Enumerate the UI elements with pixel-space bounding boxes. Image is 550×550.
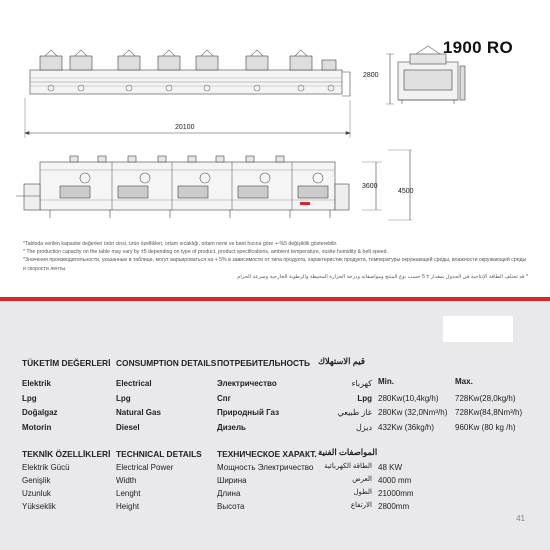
capacity-notes	[23, 240, 528, 281]
technical-row-en: Lenght	[116, 489, 141, 498]
consumption-header-en: CONSUMPTION DETAILS	[116, 358, 217, 368]
consumption-row-tr: Lpg	[22, 394, 37, 403]
technical-header-ar: المواصفات الفنية	[318, 447, 378, 457]
min-label: Min.	[378, 377, 394, 386]
consumption-row-tr: Motorin	[22, 423, 52, 432]
consumption-row-ar: ديزل	[355, 423, 372, 432]
consumption-row-en: Natural Gas	[116, 408, 161, 417]
technical-row-tr: Yükseklik	[22, 502, 56, 511]
technical-row-ru: Мощность Электричество	[217, 463, 314, 472]
technical-value: 2800mm	[378, 502, 410, 511]
consumption-row-en: Electrical	[116, 379, 152, 388]
note-en: * The production capacity on the table may vary by ±5 depending on type of product, product specifications, ambient temperature, ousite humidity & belt speed.	[23, 249, 388, 256]
technical-header-en: TECHNICAL DETAILS	[116, 449, 202, 459]
consumption-header-tr: TÜKETİM DEĞERLERİ	[22, 358, 111, 368]
consumption-row-en: Lpg	[116, 394, 131, 403]
consumption-row-ru: Спг	[217, 394, 231, 403]
consumption-header-ar: قيم الاستهلاك	[318, 356, 365, 366]
consumption-row-ru: Дизель	[217, 423, 246, 432]
technical-row-tr: Elektrik Gücü	[22, 463, 70, 472]
technical-header-tr: TEKNİK ÖZELLİKLERİ	[22, 449, 111, 459]
consumption-header-ru: ПОТРЕБИТЕЛЬНОСТЬ	[217, 358, 310, 368]
consumption-min-value: 280Kw(10,4kg/h)	[378, 394, 439, 403]
technical-row-ru: Длина	[217, 489, 241, 498]
technical-row-en: Width	[116, 476, 137, 485]
model-title: 1900 RO	[442, 38, 513, 57]
technical-row-ar: العرض	[352, 476, 372, 483]
note-tr: *Tabloda verilen kapasite değerleri ürün cinsi, ürün özellikleri, ortam sıcaklığı, ortam nemi ve bant hızına göre +-%5 değişiklik gösterebilir.	[23, 241, 338, 247]
technical-value: 4000 mm	[378, 476, 412, 485]
consumption-row-ru: Природный Газ	[217, 408, 280, 417]
consumption-row-tr: Elektrik	[22, 379, 51, 388]
consumption-row-en: Diesel	[116, 423, 140, 432]
dimension-height-total: 4500	[398, 188, 414, 195]
consumption-max-value: 728Kw(84,8Nm³/h)	[455, 408, 523, 417]
technical-row-en: Electrical Power	[116, 463, 174, 472]
consumption-row-ar: غاز طبيعي	[337, 408, 372, 417]
dimension-height-mid: 3600	[362, 183, 378, 190]
technical-header-ru: ТЕХНИЧЕСКОЕ ХАРАКТ.	[217, 449, 317, 459]
consumption-row-tr: Doğalgaz	[22, 408, 58, 417]
technical-row-ru: Ширина	[217, 476, 247, 485]
consumption-row-ru: Электричество	[217, 379, 277, 388]
consumption-min-value: 432Kw (36kg/h)	[378, 423, 435, 432]
logo-placeholder	[443, 316, 513, 342]
technical-row-ar: الطاقة الكهربائية	[324, 463, 372, 470]
technical-row-ru: Высота	[217, 502, 245, 511]
technical-row-tr: Genişlik	[22, 476, 51, 485]
technical-value: 48 KW	[378, 463, 403, 472]
note-ar: * قد تختلف الطاقة الإنتاجية في الجدول بمقدار ± 5 حسب نوع المنتج ومواصفاته ودرجة الحرارة المحيطة والرطوبة الخارجية وسرعة الحزام	[237, 273, 528, 280]
consumption-row-ar: Lpg	[357, 394, 372, 403]
oven-technical-drawing	[0, 0, 550, 232]
technical-row-en: Height	[116, 502, 140, 511]
dimension-length: 20100	[175, 124, 195, 131]
consumption-row-ar: كهرباء	[351, 379, 372, 388]
page-number: 41	[516, 514, 525, 523]
max-label: Max.	[455, 377, 473, 386]
note-ru: *Значения производительности, указанные в таблице, могут варьироваться на + 5% в зависимости от типа продукта, характеристик продукта, температуры окружающей среды, влажности окружающей среды и скорости ленты.	[23, 257, 527, 272]
consumption-max-value: 728Kw(28,0kg/h)	[455, 394, 516, 403]
technical-row-tr: Uzunluk	[22, 489, 51, 498]
technical-row-ar: الارتفاع	[350, 502, 372, 509]
consumption-max-value: 960Kw (80 kg /h)	[455, 423, 516, 432]
technical-value: 21000mm	[378, 489, 414, 498]
dimension-height-top: 2800	[363, 72, 379, 79]
consumption-min-value: 280Kw (32,0Nm³/h)	[378, 408, 448, 417]
technical-row-ar: الطول	[353, 489, 372, 496]
